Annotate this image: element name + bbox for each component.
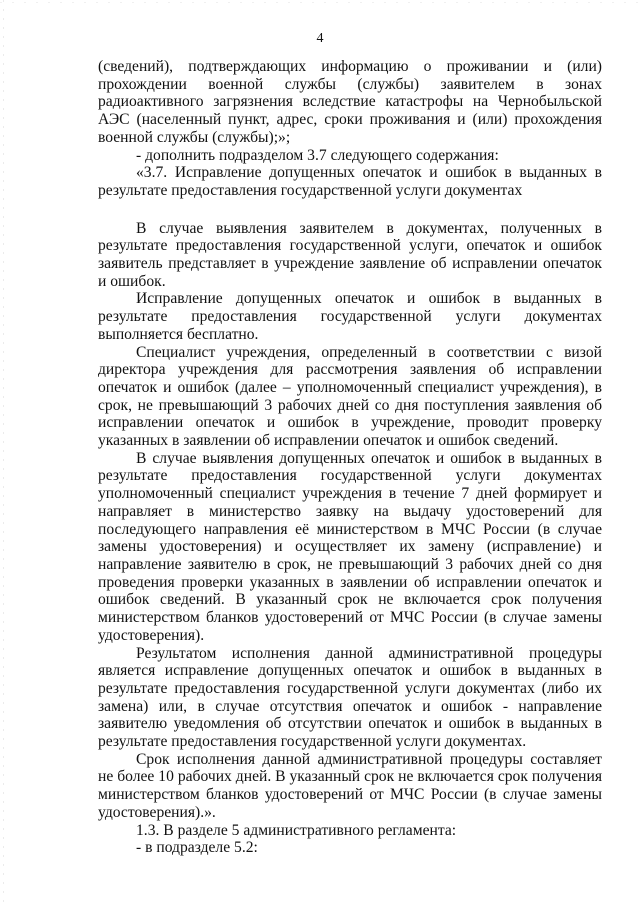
paragraph-free-of-charge: Исправление допущенных опечаток и ошибок в выданных в результате предоставления государственной услуги документах выполняется бесплатно. — [98, 290, 602, 343]
paragraph-result: Результатом исполнения данной административной процедуры является исправление допущенных опечаток и ошибок в выданных в результате предоставления государственной услуги документах (либо их замена) или, в случае отсутствия опечаток и ошибок - направление заявителю уведомления об отсутствии опечаток и ошибок в выданных в результате предоставления государственной услуги документах. — [98, 644, 602, 751]
page-number: 4 — [316, 31, 324, 46]
paragraph-application: В случае выявления заявителем в документах, полученных в результате предоставления государственной услуги, опечаток и ошибок заявитель представляет в учреждение заявление об исправлении опечаток и ошибок. — [98, 219, 602, 290]
document-body — [98, 58, 602, 857]
paragraph-replacement: В случае выявления допущенных опечаток и ошибок в выданных в результате предоставления государственной услуги документах уполномоченный специалист учреждения в течение 7 дней формирует и направляет в министерство заявку на выдачу удостоверений для последующего направления её министерством в МЧС России (в случае замены удостоверения) и осуществляет их замену (исправление) и направление заявителю в срок, не превышающий 3 рабочих дней со дня проведения проверки указанных в заявлении об исправлении опечаток и ошибок сведений. В указанный срок не включается срок получения министерством бланков удостоверений от МЧС России (в случае замены удостоверения). — [98, 449, 602, 644]
paragraph-specialist-check: Специалист учреждения, определенный в соответствии с визой директора учреждения для рассмотрения заявления об исправлении опечаток и ошибок (далее – уполномоченный специалист учреждения), в срок, не превышающий 3 рабочих дней со дня поступления заявления об исправлении опечаток и ошибок в учреждение, проводит проверку указанных в заявлении об исправлении опечаток и ошибок сведений. — [98, 343, 602, 450]
paragraph-continuation: (сведений), подтверждающих информацию о проживании и (или) прохождении военной службы (службы) заявителем в зонах радиоактивного загрязнения вследствие катастрофы на Чернобыльской АЭС (населенный пункт, адрес, сроки проживания и (или) прохождения военной службы (службы);»; — [98, 58, 602, 146]
scan-edge-top — [0, 2, 640, 3]
paragraph-gap — [98, 200, 602, 220]
scan-edge-left — [3, 0, 4, 905]
paragraph-subsection-5-2: - в подразделе 5.2: — [136, 839, 258, 857]
paragraph-amendment-instruction: - дополнить подразделом 3.7 следующего содержания: — [136, 146, 499, 164]
paragraph-subsection-title: «3.7. Исправление допущенных опечаток и ошибок в выданных в результате предоставления государственной услуги документах — [98, 164, 602, 199]
paragraph-deadline: Срок исполнения данной административной процедуры составляет не более 10 рабочих дней. В указанный срок не включается срок получения министерством бланков удостоверений от МЧС России (в случае замены удостоверения).». — [98, 750, 602, 821]
paragraph-section-5: 1.3. В разделе 5 административного регламента: — [136, 821, 457, 839]
